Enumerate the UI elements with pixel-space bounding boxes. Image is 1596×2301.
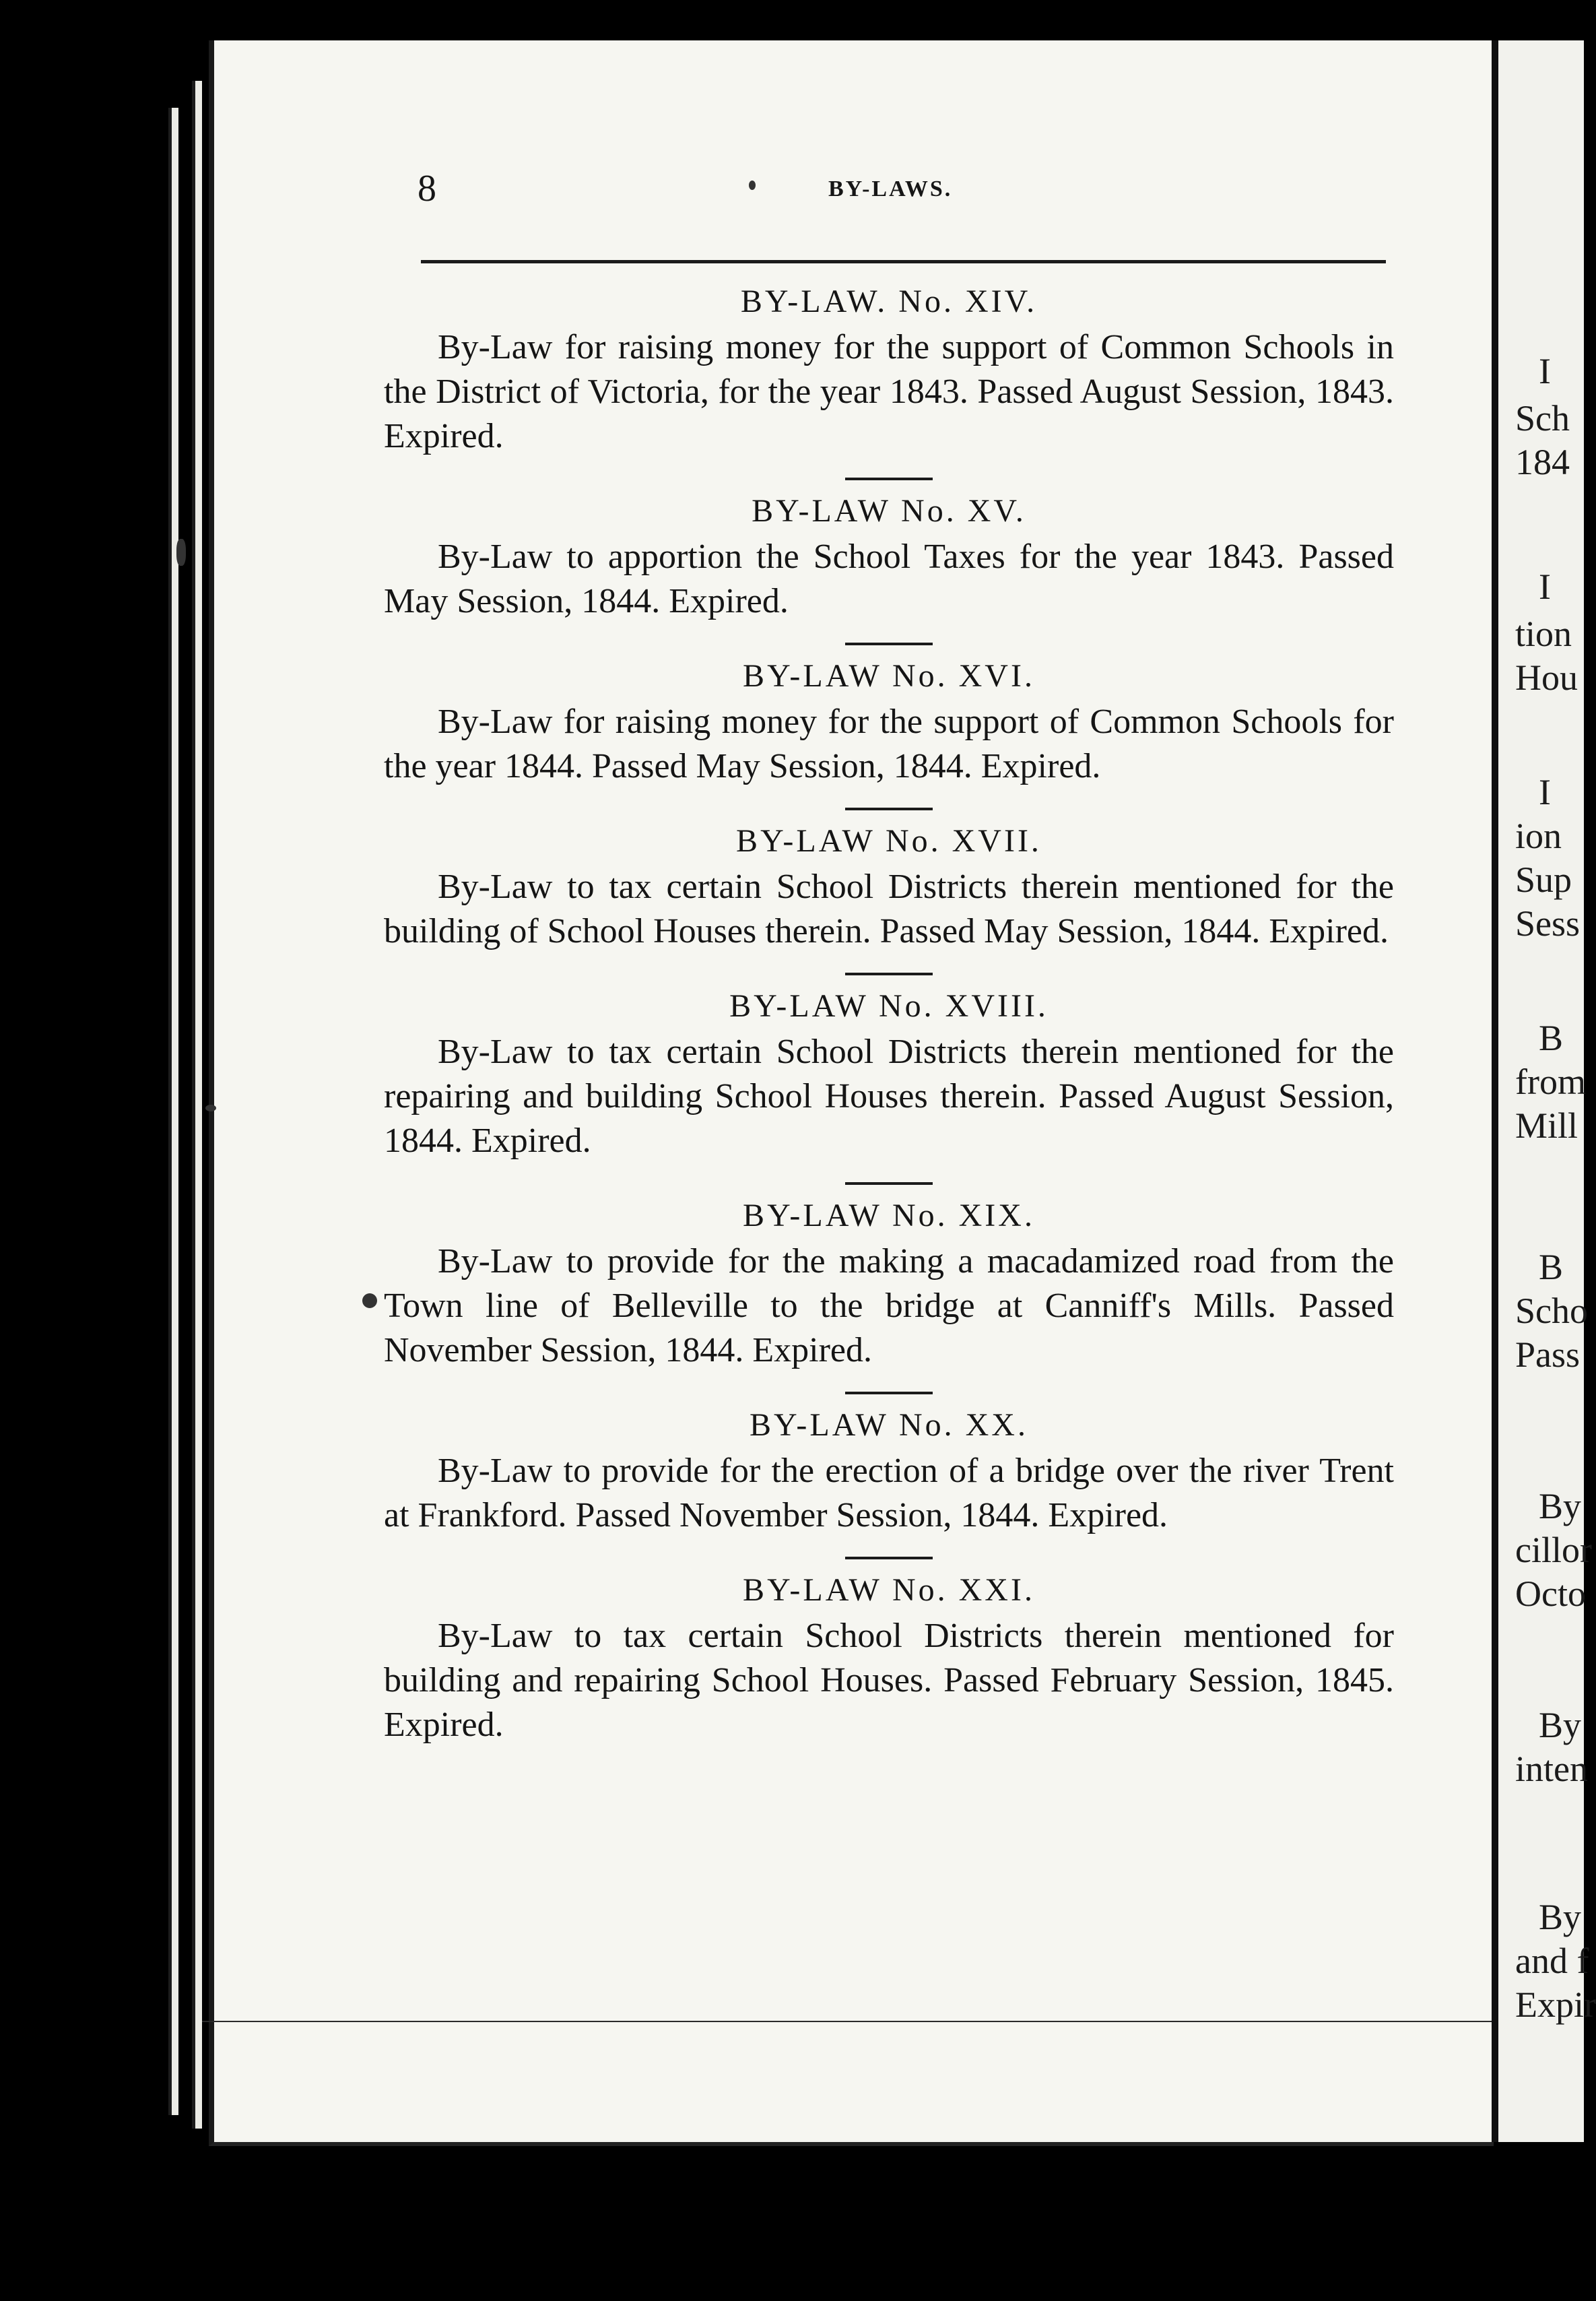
running-head: BY-LAWS. (828, 176, 953, 201)
section-rule (845, 1182, 933, 1185)
bylaw-entry (384, 1557, 1394, 1747)
adjacent-page-fragment: Expir (1515, 1984, 1596, 2025)
bylaw-entry (384, 1392, 1394, 1538)
bylaw-title: BY-LAW No. XVI. (743, 658, 1035, 694)
adjacent-page-fragment: Pass (1515, 1334, 1581, 1375)
section-rule (845, 478, 933, 480)
adjacent-page-fragment: Sch (1515, 398, 1570, 439)
bylaw-entry (384, 283, 1394, 459)
ink-speck (205, 1105, 216, 1111)
ink-speck (362, 1293, 377, 1308)
header-rule (421, 260, 1386, 263)
adjacent-page-fragment: By (1539, 1705, 1582, 1745)
adjacent-page-fragment: ion (1515, 816, 1562, 856)
page-edge-outer (168, 108, 178, 2115)
section-rule (845, 1392, 933, 1394)
bylaw-title: BY-LAW No. XVII. (736, 823, 1042, 859)
adjacent-page-fragment: I (1539, 566, 1551, 607)
bylaw-text: By-Law to tax certain School Districts therein mentioned for the repairing and building School Houses therein. Passed August Session, 1844. Expired. (384, 1033, 1394, 1160)
bylaw-entry (384, 1182, 1394, 1373)
adjacent-page-fragment: and f (1515, 1941, 1589, 1981)
adjacent-page-fragment: 184 (1515, 442, 1570, 482)
bylaw-text: By-Law for raising money for the support of Common Schools in the District of Victoria, for the year 1843. Passed August Session, 1843. Expired. (384, 328, 1394, 455)
bylaw-title: BY-LAW No. XXI. (743, 1572, 1035, 1608)
bylaw-text: By-Law for raising money for the support of Common Schools for the year 1844. Passed May Session, 1844. Expired. (384, 703, 1394, 785)
bottom-rule (202, 2021, 1577, 2022)
adjacent-page-fragment: By (1539, 1897, 1582, 1937)
bylaw-text: By-Law to provide for the making a macadamized road from the Town line of Belleville to the bridge at Canniff's Mills. Passed November Session, 1844. Expired. (384, 1242, 1394, 1369)
adjacent-page-fragment: inten (1515, 1749, 1588, 1789)
bylaw-title: BY-LAW No. XIX. (743, 1198, 1035, 1233)
adjacent-page-fragment: Hou (1515, 657, 1578, 698)
adjacent-page-fragment: from (1515, 1062, 1586, 1102)
bylaw-entry (384, 973, 1394, 1163)
ink-speck (176, 539, 186, 566)
adjacent-page-fragment: Octo (1515, 1574, 1586, 1614)
bylaw-text: By-Law to tax certain School Districts therein mentioned for building and repairing School Houses. Passed February Session, 1845. Expired. (384, 1617, 1394, 1744)
adjacent-page-fragment: By (1539, 1486, 1582, 1526)
section-rule (845, 643, 933, 645)
bylaw-title: BY-LAW No. XX. (750, 1407, 1028, 1443)
bylaw-entry (384, 643, 1394, 789)
section-rule (845, 808, 933, 810)
page-header (418, 167, 1374, 214)
page-edge-inner (192, 81, 202, 2129)
adjacent-page-fragment: B (1539, 1018, 1564, 1058)
adjacent-page-fragment: I (1539, 351, 1551, 391)
ink-speck (749, 181, 756, 190)
page-number: 8 (418, 168, 436, 209)
bylaw-title: BY-LAW No. XV. (752, 493, 1026, 529)
bylaw-entry (384, 478, 1394, 624)
bylaw-title: BY-LAW. No. XIV. (740, 284, 1038, 319)
bylaw-text: By-Law to apportion the School Taxes for the year 1843. Passed May Session, 1844. Expired. (384, 538, 1394, 620)
adjacent-page-fragment: Scho (1515, 1291, 1588, 1331)
adjacent-page-fragment: Sess (1515, 903, 1581, 944)
bylaw-entry (384, 808, 1394, 954)
adjacent-page-strip (1492, 40, 1596, 2142)
bylaw-list (384, 283, 1394, 1766)
adjacent-page-fragment: Mill (1515, 1105, 1578, 1146)
section-rule (845, 1557, 933, 1559)
adjacent-page-fragment: B (1539, 1247, 1564, 1287)
section-rule (845, 973, 933, 975)
adjacent-page-fragment: cillor (1515, 1530, 1592, 1570)
adjacent-page-fragment: Sup (1515, 860, 1572, 900)
bylaw-title: BY-LAW No. XVIII. (729, 988, 1049, 1024)
adjacent-page-fragment: tion (1515, 614, 1572, 654)
bylaw-text: By-Law to provide for the erection of a bridge over the river Trent at Frankford. Passed November Session, 1844. Expired. (384, 1452, 1394, 1534)
adjacent-page-fragment: I (1539, 772, 1551, 812)
bylaw-text: By-Law to tax certain School Districts therein mentioned for the building of School Houses therein. Passed May Session, 1844. Expired. (384, 868, 1394, 950)
